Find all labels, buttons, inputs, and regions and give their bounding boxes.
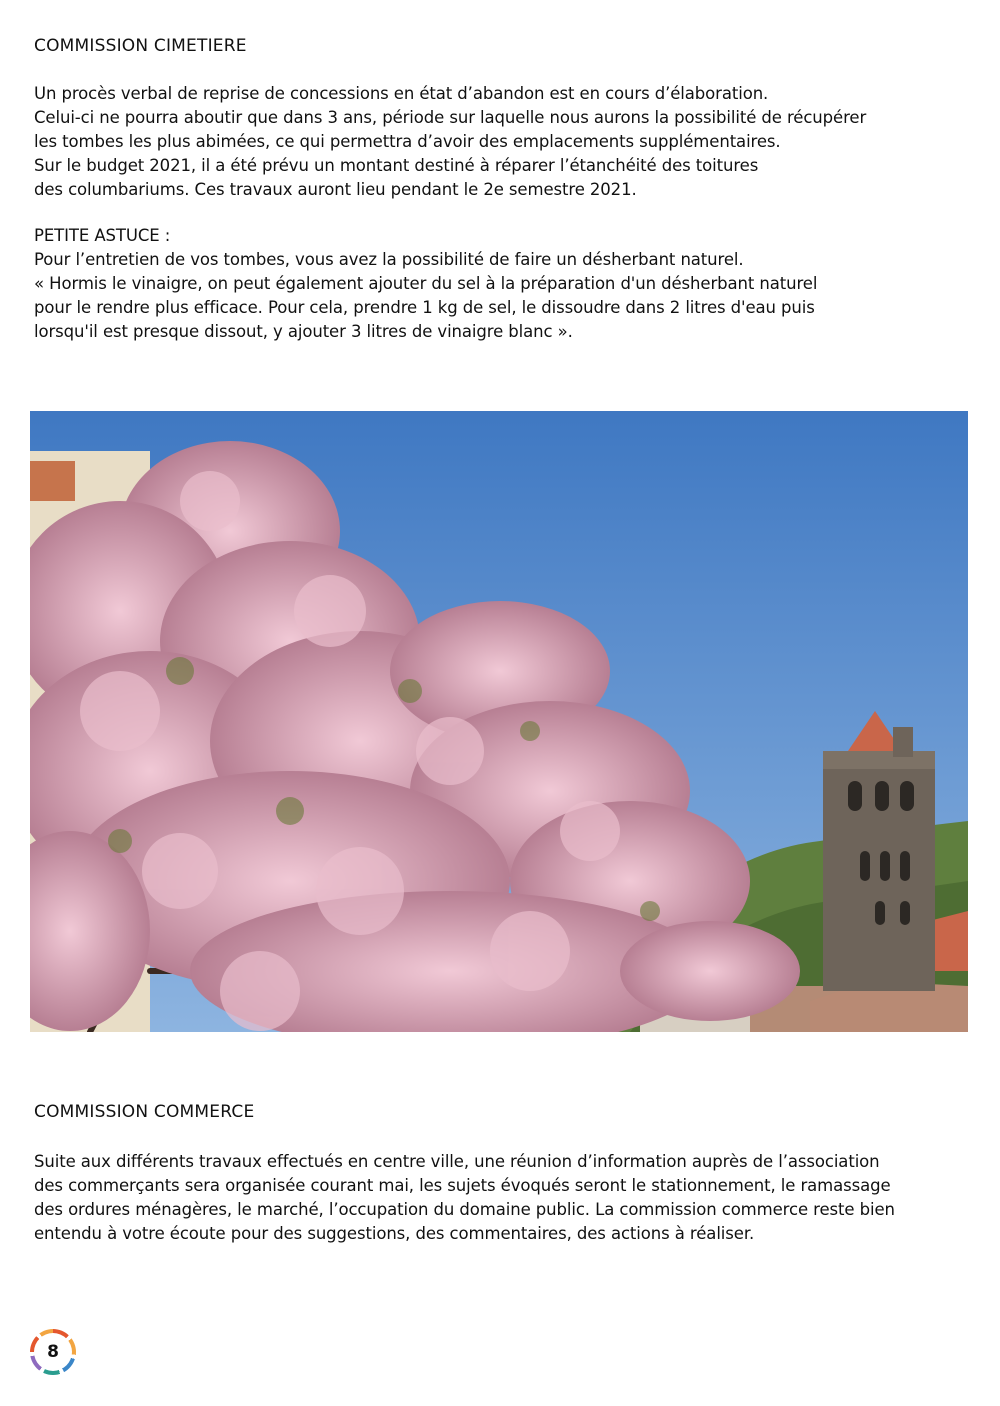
text-line: « Hormis le vinaigre, on peut également ajouter du sel à la préparation d'un désherbant naturel xyxy=(34,274,818,293)
text-line: des commerçants sera organisée courant mai, les sujets évoqués seront le stationnement, le ramassage xyxy=(34,1176,891,1195)
photo-blossom-bell-tower xyxy=(30,411,968,1032)
tip-title: PETITE ASTUCE : xyxy=(34,226,171,245)
section-title-commerce: COMMISSION COMMERCE xyxy=(34,1102,255,1122)
text-line: Sur le budget 2021, il a été prévu un montant destiné à réparer l’étanchéité des toitures xyxy=(34,156,759,175)
text-line: des columbariums. Ces travaux auront lieu pendant le 2e semestre 2021. xyxy=(34,180,637,199)
text-line: entendu à votre écoute pour des suggestions, des commentaires, des actions à réaliser. xyxy=(34,1224,755,1243)
text-line: Pour l’entretien de vos tombes, vous avez la possibilité de faire un désherbant naturel. xyxy=(34,250,744,269)
text-line: pour le rendre plus efficace. Pour cela, prendre 1 kg de sel, le dissoudre dans 2 litres d'eau puis xyxy=(34,298,815,317)
text-line: Un procès verbal de reprise de concessions en état d’abandon est en cours d’élaboration. xyxy=(34,84,769,103)
page-number-badge xyxy=(30,1329,76,1375)
tip-block xyxy=(34,224,974,344)
text-line: des ordures ménagères, le marché, l’occupation du domaine public. La commission commerce reste bien xyxy=(34,1200,895,1219)
page-number: 8 xyxy=(34,1333,72,1371)
section-title-cimetiere: COMMISSION CIMETIERE xyxy=(34,36,247,56)
commerce-paragraph xyxy=(34,1150,974,1246)
text-line: les tombes les plus abimées, ce qui permettra d’avoir des emplacements supplémentaires. xyxy=(34,132,781,151)
text-line: Suite aux différents travaux effectués en centre ville, une réunion d’information auprès de l’association xyxy=(34,1152,880,1171)
text-line: lorsqu'il est presque dissout, y ajouter 3 litres de vinaigre blanc ». xyxy=(34,322,573,341)
text-line: Celui-ci ne pourra aboutir que dans 3 ans, période sur laquelle nous aurons la possibilité de récupérer xyxy=(34,108,867,127)
cimetiere-paragraph xyxy=(34,82,974,202)
